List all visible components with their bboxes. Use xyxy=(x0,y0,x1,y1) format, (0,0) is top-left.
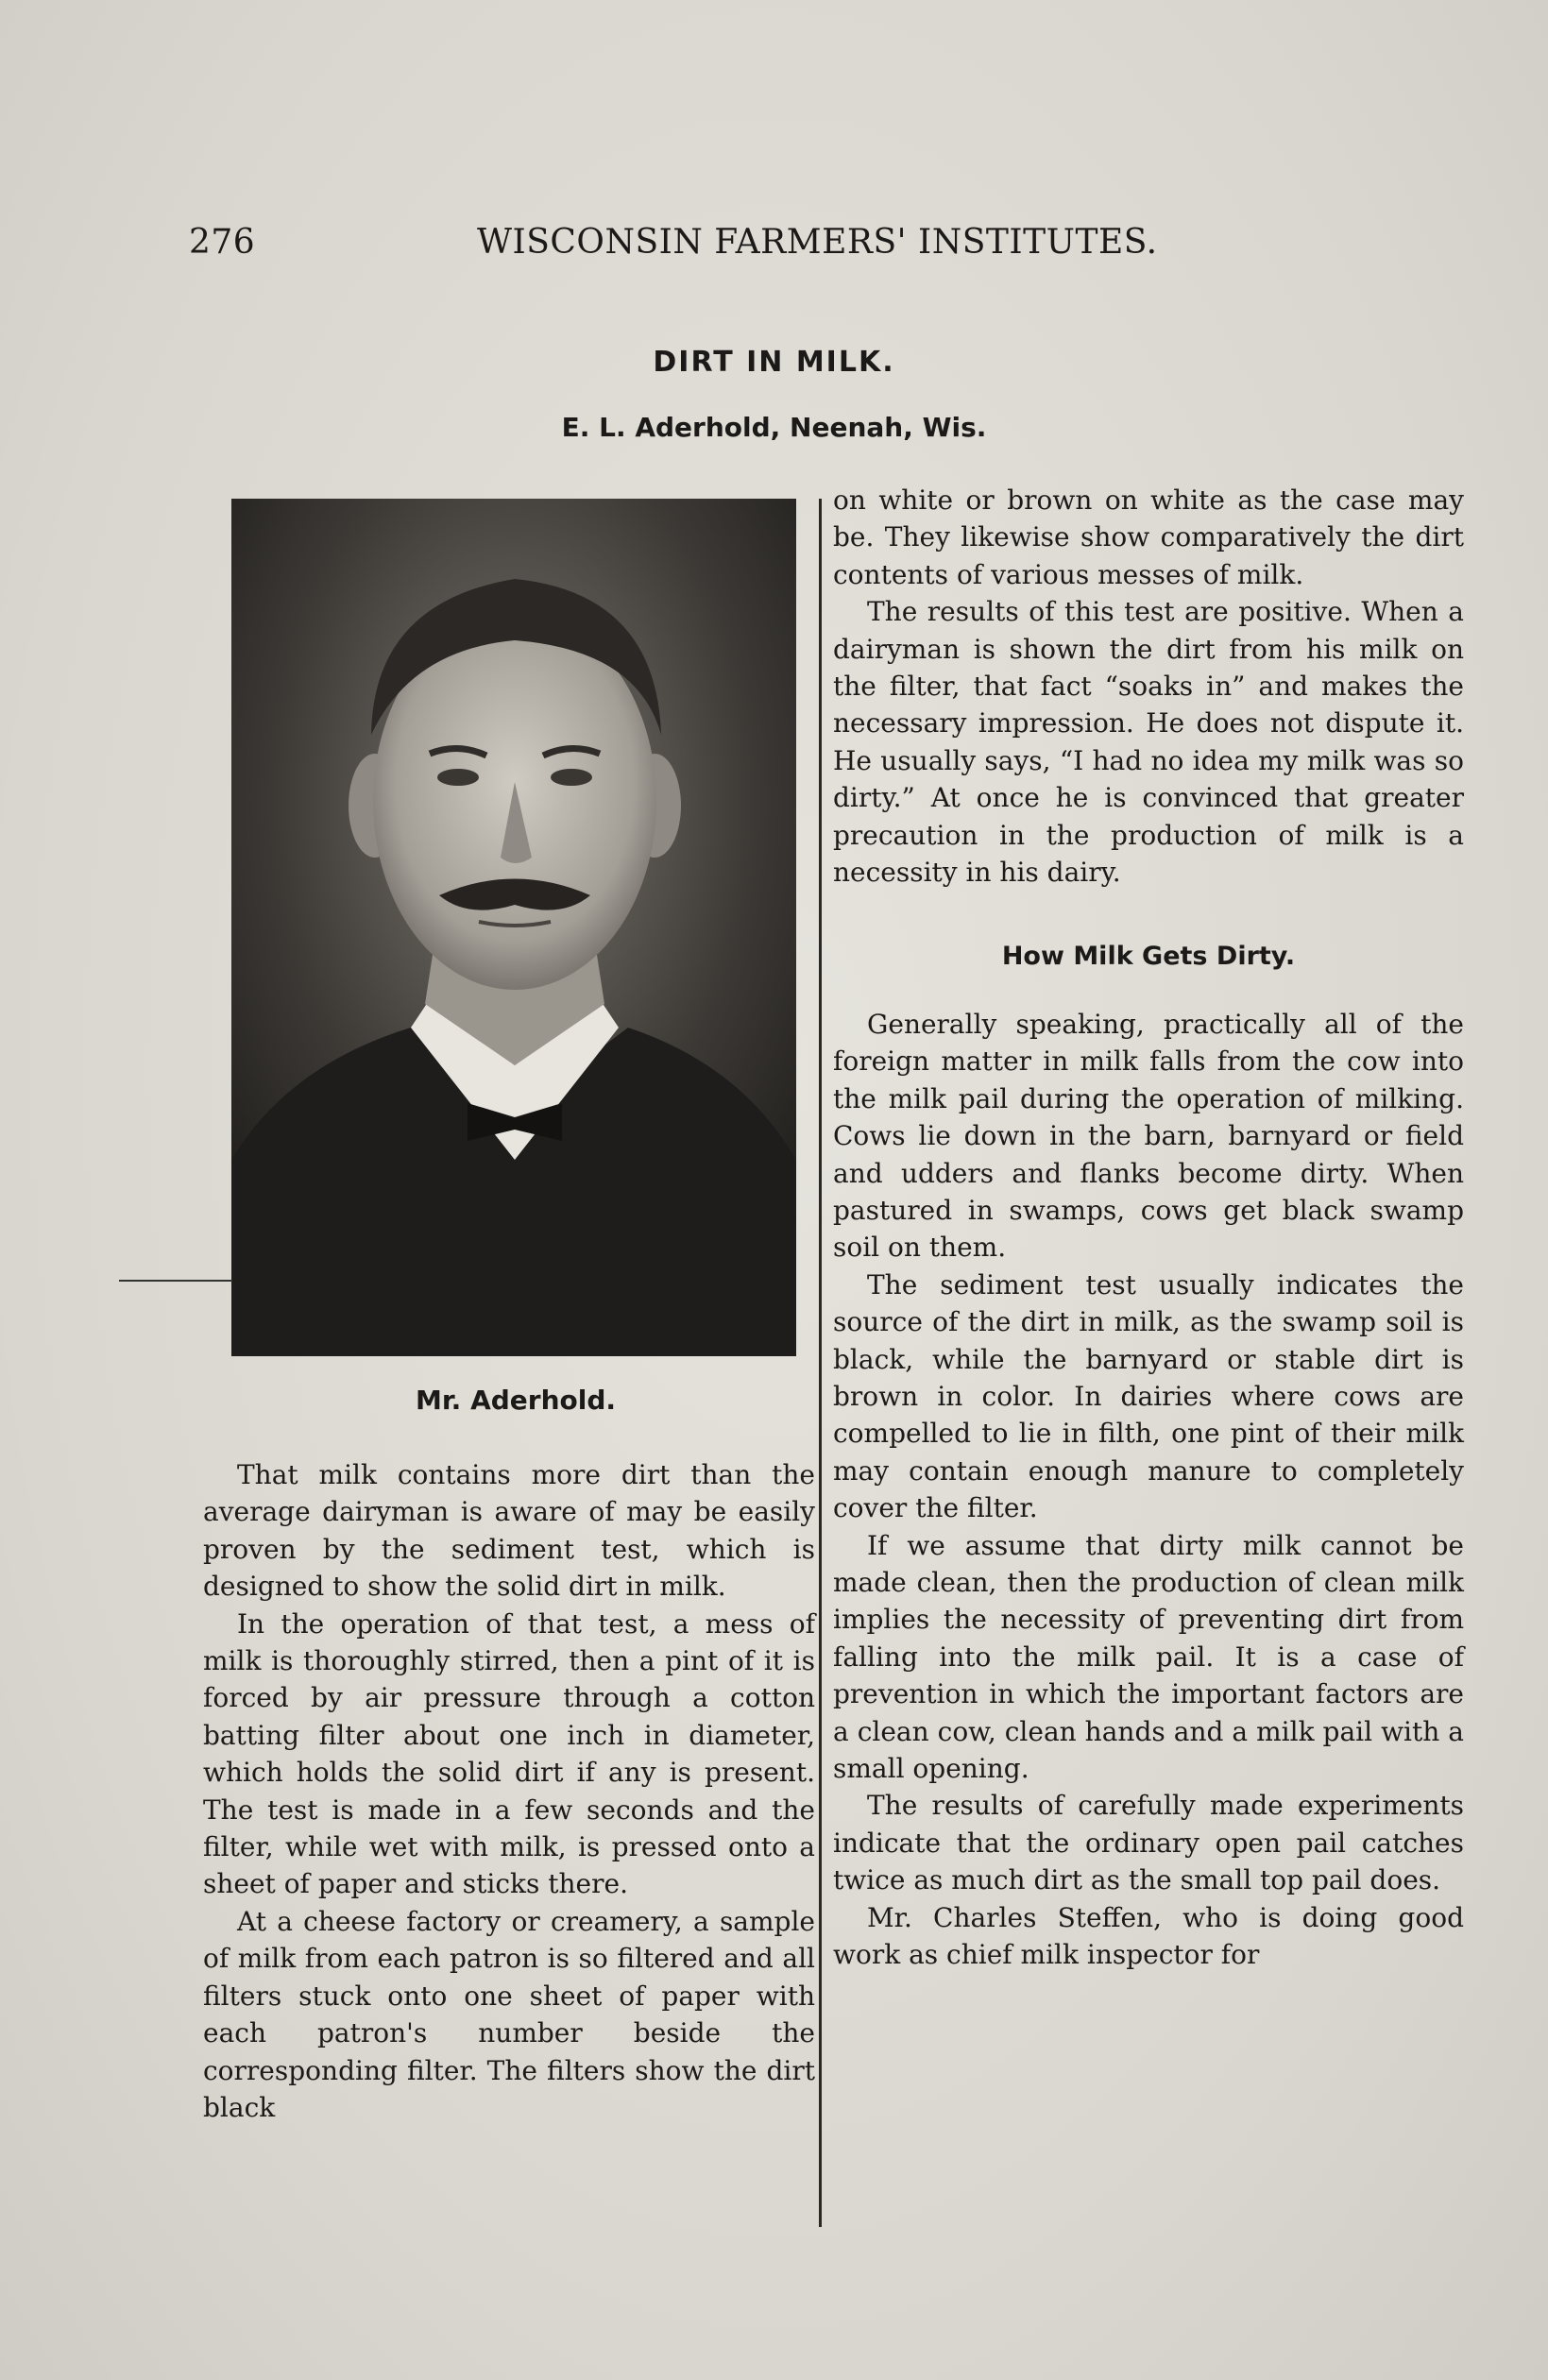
paragraph: If we assume that dirty milk cannot be made clean, then the production of clean milk implies the necessity of preventing dirt from falling into the milk pail. It is a case of prevention in which the important factors are a clean cow, clean hands and a milk pail with a small opening. xyxy=(833,1529,1464,1784)
page-number: 276 xyxy=(189,223,256,262)
article-title: DIRT IN MILK. xyxy=(653,346,895,379)
right-column xyxy=(833,482,1464,1973)
figure-caption: Mr. Aderhold. xyxy=(416,1385,617,1416)
section-heading: How Milk Gets Dirty. xyxy=(1001,942,1296,972)
paragraph: Mr. Charles Steffen, who is doing good work as chief milk inspector for xyxy=(833,1901,1464,1971)
margin-rule xyxy=(119,1280,232,1282)
paragraph-continuation: on white or brown on white as the case may be. They likewise show comparatively the dirt contents of various messes of milk. xyxy=(833,484,1464,590)
column-divider xyxy=(819,499,822,2227)
paragraph: The results of this test are positive. When a dairyman is shown the dirt from his milk on the filter, that fact “soaks in” and makes the necessary impression. He does not dispute it. He usually says, “I had no idea my milk was so dirty.” At once he is convinced that greater precaution in the production of milk is a necessity in his dairy. xyxy=(833,596,1464,889)
left-column xyxy=(203,1456,815,2126)
portrait-photo xyxy=(231,499,796,1356)
paragraph: In the operation of that test, a mess of milk is thoroughly stirred, then a pint of it is forced by air pressure through a cotton batting filter about one inch in diameter, which holds the solid dirt if any is present. The test is made in a few seconds and the filter, while wet with milk, is pressed onto a sheet of paper and sticks there. xyxy=(203,1607,815,1900)
paragraph: At a cheese factory or creamery, a sample of milk from each patron is so filtered and all filters stuck onto one sheet of paper with each patron's number beside the corresponding filter. The filters show the dirt black xyxy=(203,1905,815,2123)
paragraph: That milk contains more dirt than the average dairyman is aware of may be easily proven by the sediment test, which is designed to show the solid dirt in milk. xyxy=(203,1459,815,1603)
paragraph: Generally speaking, practically all of the foreign matter in milk falls from the cow into the milk pail during the operation of milking. Cows lie down in the barn, barnyard or field and udders and flanks become dirty. When pastured in swamps, cows get black swamp soil on them. xyxy=(833,1008,1464,1264)
paragraph: The sediment test usually indicates the source of the dirt in milk, as the swamp soil is black, while the barnyard or stable dirt is brown in color. In dairies where cows are compelled to lie in filth, one pint of their milk may contain enough manure to completely cover the filter. xyxy=(833,1268,1464,1524)
byline: E. L. Aderhold, Neenah, Wis. xyxy=(561,412,987,443)
paragraph: The results of carefully made experiments indicate that the ordinary open pail catches twice as much dirt as the small top pail does. xyxy=(833,1790,1464,1896)
running-title: WISCONSIN FARMERS' INSTITUTES. xyxy=(477,223,1158,262)
portrait-illustration xyxy=(231,499,796,1356)
